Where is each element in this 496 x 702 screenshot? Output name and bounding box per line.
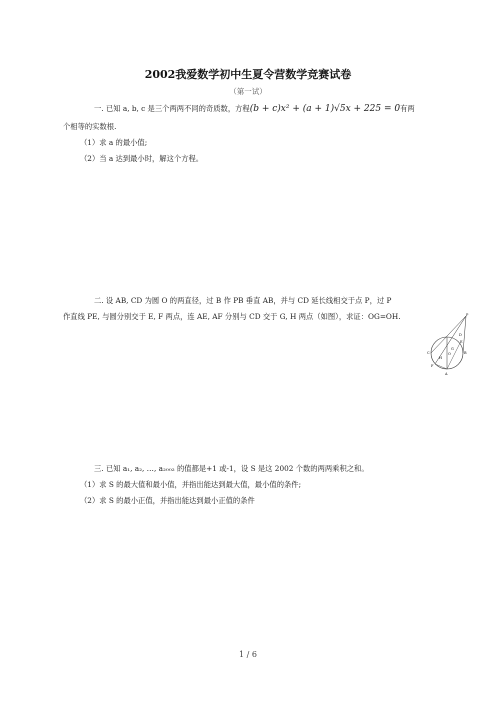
label-b: B: [464, 351, 467, 355]
problem-1-intro: 一. 已知 a, b, c 是三个两两不同的奇质数，方程: [94, 104, 250, 113]
label-o: O: [448, 352, 451, 356]
label-p: P: [466, 313, 469, 317]
problem-1-intro-end: 有两: [400, 104, 415, 113]
page-title: 2002我爱数学初中生夏令营数学竞赛试卷: [144, 68, 352, 81]
problem-1-equation: (b + c)x² + (a + 1)√5x + 225 = 0: [249, 104, 401, 114]
problem-1-line-2: 个相等的实数根.: [63, 122, 117, 131]
problem-3-question-1: （1）求 S 的最大值和最小值，并指出能达到最大值，最小值的条件;: [80, 480, 302, 489]
label-a: A: [445, 372, 448, 376]
problem-2-line-2: 作直线 PE, 与圆分别交于 E, F 两点，连 AE, AF 分别与 CD 交于 G, H 两点（如图），求证：OG=OH.: [63, 312, 401, 321]
problem-3-question-2: （2）求 S 的最小正值，并指出能达到最小正值的条件: [80, 496, 255, 505]
problem-1-question-1: （1）求 a 的最小值;: [80, 138, 148, 147]
label-g: G: [451, 347, 454, 351]
label-f: F: [431, 364, 434, 368]
problem-1-question-2: （2）当 a 达到最小时，解这个方程。: [80, 154, 204, 163]
segment-pb: [463, 316, 466, 353]
label-h: H: [439, 356, 443, 360]
problem-2-line-1: 二. 设 AB, CD 为圆 O 的两直径，过 B 作 PB 垂直 AB，并与 CD 延长线相交于点 P，过 P: [94, 296, 392, 305]
segment-af: [435, 364, 447, 369]
page-number: 1 / 6: [239, 650, 257, 659]
label-c: C: [427, 351, 430, 355]
problem-3-line-1: 三. 已知 a₁, a₂, …, a₂₀₀₂ 的值都是+1 或-1，设 S 是这 2002 个数的两两乘积之和。: [94, 464, 369, 473]
label-d: D: [459, 333, 462, 337]
label-e: E: [460, 340, 463, 344]
geometry-figure: [426, 312, 476, 376]
page-subtitle: （第一试）: [229, 87, 267, 96]
problem-1-line-1: [94, 104, 415, 114]
